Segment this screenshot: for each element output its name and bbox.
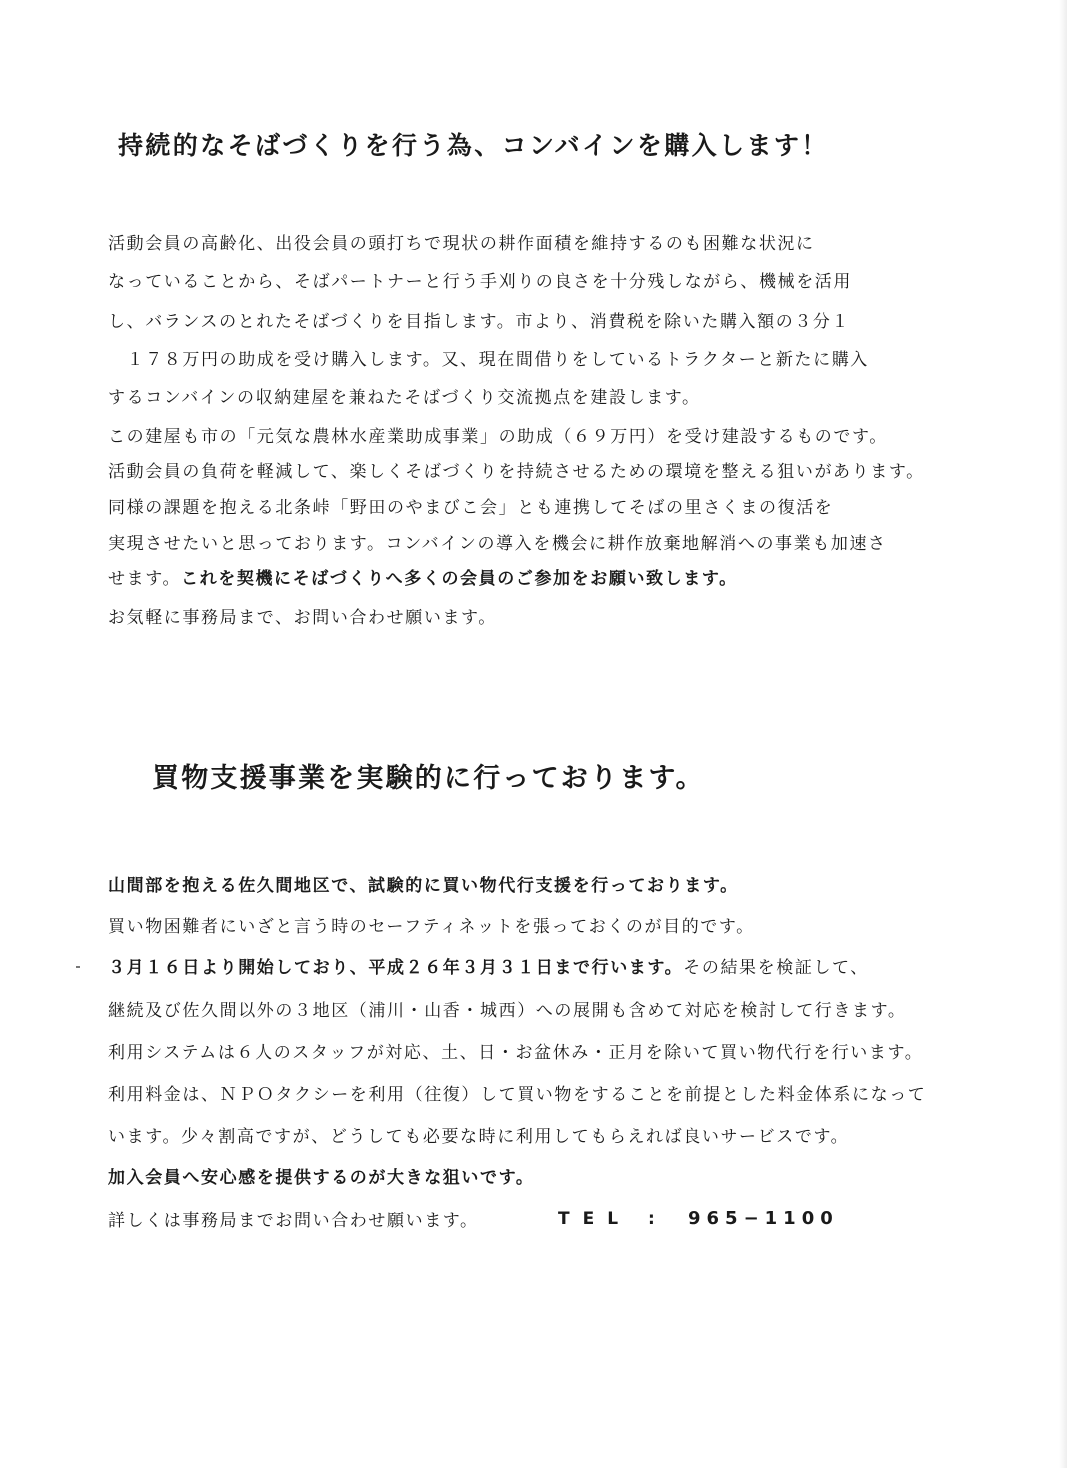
scan-speck bbox=[76, 966, 80, 968]
section2-line: 山間部を抱える佐久間地区で、試験的に買い物代行支援を行っております。 bbox=[108, 876, 739, 896]
section1-line: １７８万円の助成を受け購入します。又、現在間借りをしているトラクターと新たに購入 bbox=[108, 350, 869, 370]
tel-label: TEL bbox=[558, 1209, 632, 1229]
date-range: ３月１６日より開始しており、平成２６年３月３１日まで行います。 bbox=[108, 958, 684, 978]
section1-line: 活動会員の高齢化、出役会員の頭打ちで現状の耕作面積を維持するのも困難な状況に bbox=[108, 234, 815, 254]
section1-line-call bbox=[108, 567, 738, 591]
section1-title: 持続的なそばづくりを行う為、コンバインを購入します！ bbox=[118, 131, 829, 160]
section2-line-contact: 詳しくは事務局までお問い合わせ願います。 bbox=[108, 1211, 479, 1231]
call-to-action: これを契機にそばづくりへ多くの会員のご参加をお願い致します。 bbox=[181, 569, 738, 589]
section2-line: 利用料金は、ＮＰＯタクシーを利用（往復）して買い物をすることを前提とした料金体系になって bbox=[108, 1085, 927, 1105]
line-text: その結果を検証して、 bbox=[683, 958, 869, 978]
section1-line: 活動会員の負荷を軽減して、楽しくそばづくりを持続させるための環境を整える狙いがあります。 bbox=[108, 462, 925, 482]
section1-line-contact: お気軽に事務局まで、お問い合わせ願います。 bbox=[108, 608, 497, 628]
section2-line: います。少々割高ですが、どうしても必要な時に利用してもらえれば良いサービスです。 bbox=[108, 1127, 850, 1147]
tel-number: 965−1100 bbox=[688, 1208, 839, 1229]
section2-line: 買い物困難者にいざと言う時のセーフティネットを張っておくのが目的です。 bbox=[108, 917, 755, 937]
section1-line: 実現させたいと思っております。コンバインの導入を機会に耕作放棄地解消への事業も加速さ bbox=[108, 534, 887, 554]
section1-line: なっていることから、そばパートナーと行う手刈りの良さを十分残しながら、機械を活用 bbox=[108, 272, 852, 292]
line-text: せます。 bbox=[108, 569, 182, 589]
section2-line-dates bbox=[108, 956, 869, 980]
section2-line: 継続及び佐久間以外の３地区（浦川・山香・城西）への展開も含めて対応を検討して行きます。 bbox=[108, 1001, 907, 1021]
section2-title: 買物支援事業を実験的に行っております。 bbox=[152, 763, 705, 794]
section1-line: この建屋も市の「元気な農林水産業助成事業」の助成（６９万円）を受け建設するものです。 bbox=[108, 427, 888, 447]
page-edge bbox=[1059, 0, 1067, 1468]
section2-line-highlight: 加入会員へ安心感を提供するのが大きな狙いです。 bbox=[108, 1168, 535, 1188]
section1-line: 同様の課題を抱える北条峠「野田のやまびこ会」とも連携してそばの里さくまの復活を bbox=[108, 498, 834, 518]
section2-line: 利用システムは６人のスタッフが対応、土、日・お盆休み・正月を除いて買い物代行を行います。 bbox=[108, 1043, 924, 1063]
section1-line: するコンバインの収納建屋を兼ねたそばづくり交流拠点を建設します。 bbox=[108, 388, 701, 408]
tel-colon: : bbox=[648, 1209, 655, 1229]
section1-line: し、バランスのとれたそばづくりを目指します。市より、消費税を除いた購入額の３分１ bbox=[108, 312, 851, 332]
